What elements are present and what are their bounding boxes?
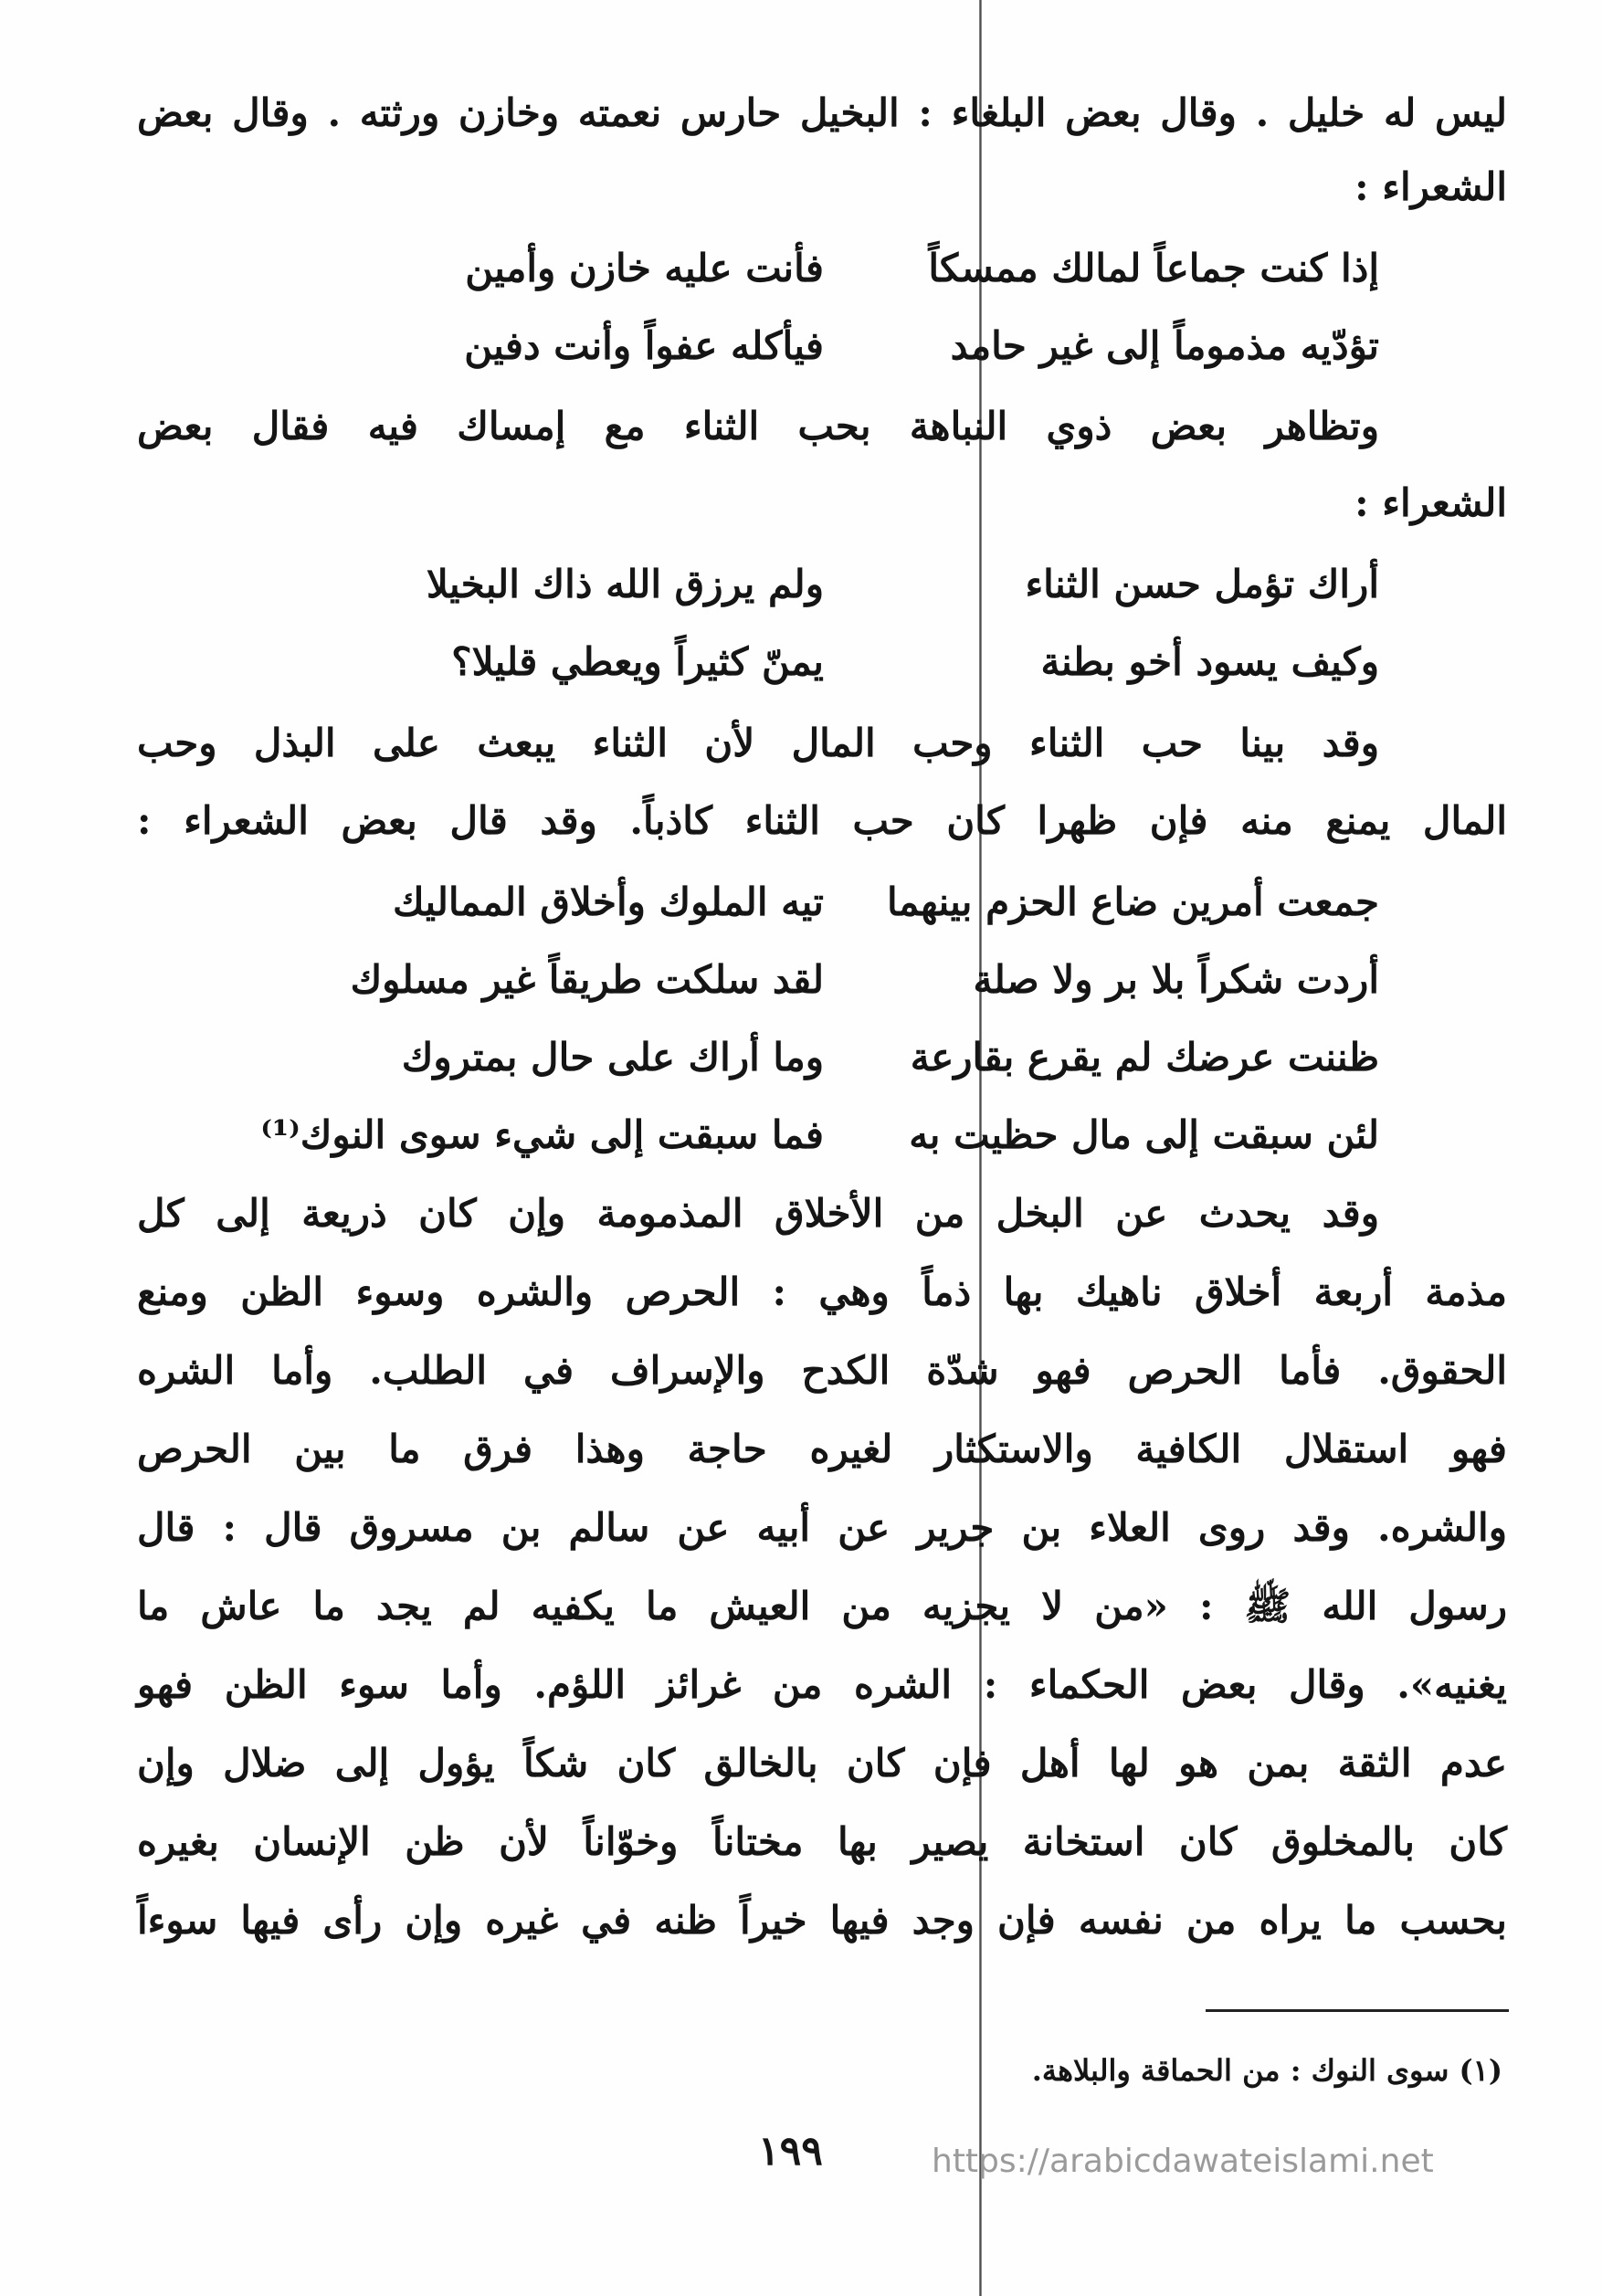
footnote-separator (1206, 2009, 1509, 2012)
verse-hemistich-1: جمعت أمرين ضاع الحزم بينهما (887, 879, 1379, 924)
verse-hemistich-1: لئن سبقت إلى مال حظيت به (909, 1112, 1379, 1157)
verse-hemistich-2: ولم يرزق الله ذاك البخيلا (426, 562, 824, 606)
body-line: المال يمنع منه فإن ظهرا كان حب الثناء كاذباً. وقد قال بعض الشعراء : (137, 798, 1507, 843)
verse-hemistich-1: ظننت عرضك لم يقرع بقارعة (910, 1035, 1379, 1080)
footnote: (١) سوى النوك : من الحماقة والبلاهة. (1031, 2053, 1502, 2088)
body-line: وقد بينا حب الثناء وحب المال لأن الثناء يبعث على البذل وحب (137, 721, 1379, 765)
verse-hemistich-2: لقد سلكت طريقاً غير مسلوك (350, 957, 824, 1002)
page-number: ١٩٩ (758, 2128, 823, 2175)
body-line: رسول الله ﷺ : «من لا يجزيه من العيش ما يكفيه لم يجد ما عاش ما (137, 1584, 1507, 1628)
verse-hemistich-1: وكيف يسود أخو بطنة (1040, 639, 1379, 684)
verse-hemistich-2: وما أراك على حال بمتروك (401, 1035, 824, 1080)
verse-hemistich-1: أردت شكراً بلا بر ولا صلة (973, 957, 1379, 1002)
verse-hemistich-1: أراك تؤمل حسن الثناء (1025, 562, 1379, 606)
body-line: عدم الثقة بمن هو لها أهل فإن كان بالخالق كان شكاً يؤول إلى ضلال وإن (137, 1741, 1507, 1785)
verse-hemistich-2: تيه الملوك وأخلاق المماليك (393, 879, 824, 924)
verse-hemistich-1: إذا كنت جماعاً لمالك ممسكاً (928, 246, 1379, 290)
body-line: الشعراء : (1354, 480, 1507, 525)
body-line: والشره. وقد روى العلاء بن جرير عن أبيه عن سالم بن مسروق قال : قال (137, 1505, 1507, 1550)
body-line: وتظاهر بعض ذوي النباهة بحب الثناء مع إمساك فيه فقال بعض (137, 404, 1379, 448)
verse-hemistich-1: تؤدّيه مذموماً إلى غير حامد (950, 323, 1379, 368)
verse-hemistich-2: يمنّ كثيراً ويعطي قليلا؟ (451, 639, 824, 684)
body-line: الشعراء : (1354, 164, 1507, 209)
watermark-url: https://arabicdawateislami.net (932, 2143, 1434, 2180)
body-line: ليس له خليل . وقال بعض البلغاء : البخيل حارس نعمته وخازن ورثته . وقال بعض (137, 90, 1507, 135)
body-line: مذمة أربعة أخلاق ناهيك بها ذماً وهي : الحرص والشره وسوء الظن ومنع (137, 1269, 1507, 1314)
body-line: كان بالمخلوق كان استخانة يصير بها مختاناً وخوّاناً لأن ظن الإنسان بغيره (137, 1819, 1507, 1864)
verse-hemistich-2: فيأكله عفواً وأنت دفين (464, 323, 824, 368)
body-line: يغنيه». وقال بعض الحكماء : الشره من غرائز اللؤم. وأما سوء الظن فهو (137, 1662, 1507, 1707)
body-line: بحسب ما يراه من نفسه فإن وجد فيها خيراً ظنه في غيره وإن رأى فيها سوءاً (137, 1898, 1507, 1943)
body-line: فهو استقلال الكافية والاستكثار لغيره حاجة وهذا فرق ما بين الحرص (137, 1427, 1507, 1471)
body-line: وقد يحدث عن البخل من الأخلاق المذمومة وإن كان ذريعة إلى كل (137, 1191, 1379, 1236)
verse-hemistich-2: فأنت عليه خازن وأمين (465, 246, 824, 290)
verse-hemistich-2: فما سبقت إلى شيء سوى النوك⁽¹⁾ (260, 1112, 824, 1157)
body-line: الحقوق. فأما الحرص فهو شدّة الكدح والإسراف في الطلب. وأما الشره (137, 1348, 1507, 1393)
